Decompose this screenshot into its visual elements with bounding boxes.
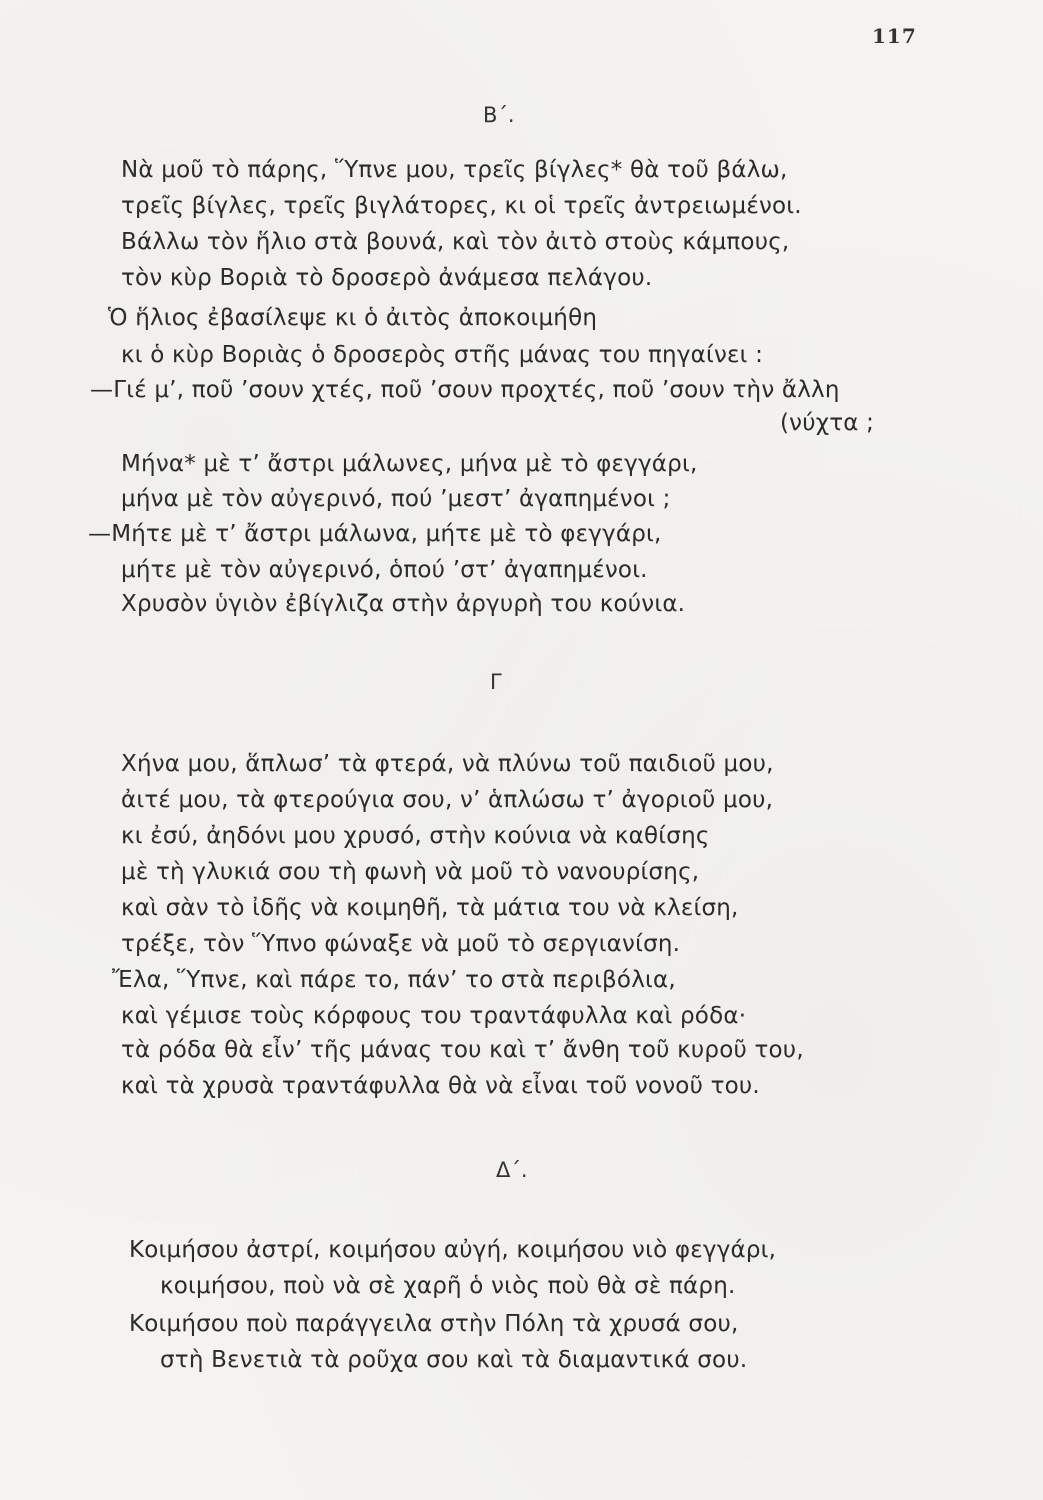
page-number: 117 <box>872 24 917 48</box>
section-heading-d: Δ΄. <box>496 1158 528 1182</box>
verse-line: Χήνα μου, ἅπλωσ’ τὰ φτερά, νὰ πλύνω τοῦ παιδιοῦ μου, <box>121 751 774 777</box>
verse-line: κι ἐσύ, ἀηδόνι μου χρυσό, στὴν κούνια νὰ καθίσης <box>121 823 710 849</box>
verse-line: καὶ σὰν τὸ ἰδῆς νὰ κοιμηθῆ, τὰ μάτια του νὰ κλείση, <box>121 895 739 921</box>
verse-line: μήτε μὲ τὸν αὐγερινό, ὁπού ’στ’ ἀγαπημένοι. <box>121 557 648 583</box>
verse-line: τρέξε, τὸν Ὕπνο φώναξε νὰ μοῦ τὸ σεργιανίση. <box>121 931 681 957</box>
verse-line: καὶ γέμισε τοὺς κόρφους του τραντάφυλλα καὶ ρόδα· <box>121 1003 747 1029</box>
verse-line: τὸν κὺρ Βοριὰ τὸ δροσερὸ ἀνάμεσα πελάγου. <box>121 265 653 291</box>
verse-line: Χρυσὸν ὑγιὸν ἐβίγλιζα στὴν ἀργυρὴ του κούνια. <box>121 591 686 617</box>
verse-line: Βάλλω τὸν ἥλιο στὰ βουνά, καὶ τὸν ἀιτὸ στοὺς κάμπους, <box>121 229 790 255</box>
verse-line: τὰ ρόδα θὰ εἶν’ τῆς μάνας του καὶ τ’ ἄνθη τοῦ κυροῦ του, <box>121 1037 804 1063</box>
verse-line: —Γιέ μ’, ποῦ ’σουν χτές, ποῦ ’σουν προχτές, ποῦ ’σουν τὴν ἄλλη <box>90 377 840 403</box>
verse-line: Μήνα* μὲ τ’ ἄστρι μάλωνες, μήνα μὲ τὸ φεγγάρι, <box>121 451 698 477</box>
verse-line: Κοιμήσου ἀστρί, κοιμήσου αὐγή, κοιμήσου νιὸ φεγγάρι, <box>129 1237 777 1263</box>
verse-line: μήνα μὲ τὸν αὐγερινό, πού ’μεστ’ ἀγαπημένοι ; <box>121 486 671 512</box>
verse-line: (νύχτα ; <box>780 410 875 436</box>
verse-line: μὲ τὴ γλυκιά σου τὴ φωνὴ νὰ μοῦ τὸ νανουρίσης, <box>121 859 700 885</box>
verse-line: Ὁ ἥλιος ἐβασίλεψε κι ὁ ἀιτὸς ἀποκοιμήθη <box>108 305 598 331</box>
verse-line: Νὰ μοῦ τὸ πάρης, Ὕπνε μου, τρεῖς βίγλες* θὰ τοῦ βάλω, <box>121 157 788 183</box>
verse-line: τρεῖς βίγλες, τρεῖς βιγλάτορες, κι οἱ τρεῖς ἀντρειωμένοι. <box>121 193 802 219</box>
verse-line: —Μήτε μὲ τ’ ἄστρι μάλωνα, μήτε μὲ τὸ φεγγάρι, <box>88 521 662 547</box>
verse-line: κι ὁ κὺρ Βοριὰς ὁ δροσερὸς στῆς μάνας του πηγαίνει : <box>121 342 764 368</box>
section-heading-b: Β΄. <box>483 103 515 127</box>
verse-line: ἀιτέ μου, τὰ φτερούγια σου, ν’ ἁπλώσω τ’ ἀγοριοῦ μου, <box>121 787 774 813</box>
verse-line: Ἔλα, Ὕπνε, καὶ πάρε το, πάν’ το στὰ περιβόλια, <box>112 967 676 993</box>
verse-line: κοιμήσου, ποὺ νὰ σὲ χαρῆ ὁ νιὸς ποὺ θὰ σὲ πάρη. <box>160 1273 736 1299</box>
verse-line: Κοιμήσου ποὺ παράγγειλα στὴν Πόλη τὰ χρυσά σου, <box>129 1311 739 1337</box>
verse-line: καὶ τὰ χρυσὰ τραντάφυλλα θὰ νὰ εἶναι τοῦ νονοῦ του. <box>121 1073 760 1099</box>
verse-line: στὴ Βενετιὰ τὰ ροῦχα σου καὶ τὰ διαμαντικά σου. <box>160 1347 748 1373</box>
section-heading-c: Γ <box>490 670 502 694</box>
